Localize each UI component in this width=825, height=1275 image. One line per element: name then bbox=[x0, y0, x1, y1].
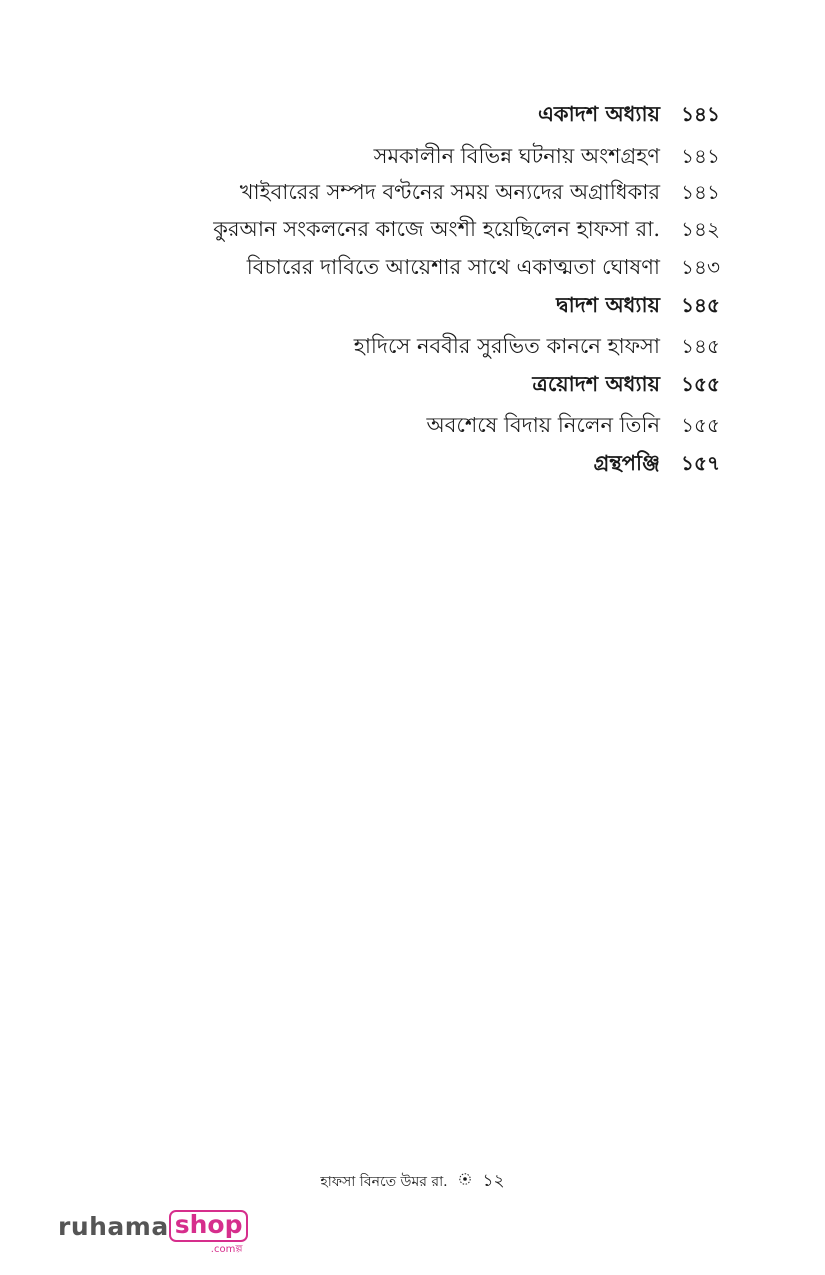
toc-row bbox=[556, 289, 720, 324]
toc-entry-page: ১৪১ bbox=[681, 144, 720, 168]
toc-row bbox=[374, 140, 720, 175]
ruhamashop-logo bbox=[58, 1210, 248, 1255]
toc-entry-title: সমকালীন বিভিন্ন ঘটনায় অংশগ্রহণ bbox=[373, 144, 660, 168]
toc-entry-page: ১৪১ bbox=[681, 102, 720, 126]
toc-row bbox=[240, 176, 720, 211]
running-title: হাফসা বিনতে উমর রা. bbox=[320, 1174, 448, 1190]
toc-entry-page: ১৫৫ bbox=[681, 372, 720, 396]
toc-row bbox=[354, 330, 720, 365]
toc-row bbox=[538, 98, 720, 133]
toc-entry-title: গ্রন্থপঞ্জি bbox=[593, 450, 660, 475]
toc-entry-page: ১৫৫ bbox=[681, 413, 720, 437]
toc-entry-title: অবশেষে বিদায় নিলেন তিনি bbox=[426, 413, 660, 437]
toc-row bbox=[427, 409, 720, 444]
ornament-icon bbox=[458, 1172, 472, 1190]
toc-entry-title: একাদশ অধ্যায় bbox=[537, 101, 660, 126]
toc-entry-page: ১৪৫ bbox=[681, 293, 720, 317]
toc-row bbox=[247, 251, 720, 286]
toc-entry-title: হাদিসে নববীর সুরভিত কাননে হাফসা bbox=[353, 334, 660, 358]
toc-entry-title: খাইবারের সম্পদ বণ্টনের সময় অন্যদের অগ্রাধিকার bbox=[239, 180, 660, 204]
toc-entry-page: ১৫৭ bbox=[681, 451, 720, 475]
toc-entry-title: দ্বাদশ অধ্যায় bbox=[556, 292, 660, 317]
toc-row bbox=[594, 447, 720, 482]
logo-shop-badge bbox=[169, 1210, 249, 1255]
toc-entry-page: ১৪৫ bbox=[681, 334, 720, 358]
toc-row bbox=[213, 213, 720, 248]
page-number: ১২ bbox=[482, 1171, 505, 1191]
toc-entry-title: বিচারের দাবিতে আয়েশার সাথে একাত্মতা ঘোষণা bbox=[246, 255, 660, 279]
toc-entry-page: ১৪৩ bbox=[681, 255, 720, 279]
toc-entry-page: ১৪১ bbox=[681, 180, 720, 204]
logo-text-ruhama: ruhama bbox=[58, 1211, 169, 1241]
toc-entry-title: কুরআন সংকলনের কাজে অংশী হয়েছিলেন হাফসা রা. bbox=[213, 217, 660, 241]
logo-text-suffix: .comল্প bbox=[210, 1244, 243, 1255]
page-footer bbox=[0, 1168, 825, 1196]
toc-row bbox=[532, 368, 720, 403]
logo-text-shop: shop bbox=[169, 1210, 249, 1242]
toc-entry-page: ১৪২ bbox=[681, 217, 720, 241]
toc-entry-title: ত্রয়োদশ অধ্যায় bbox=[532, 371, 660, 396]
